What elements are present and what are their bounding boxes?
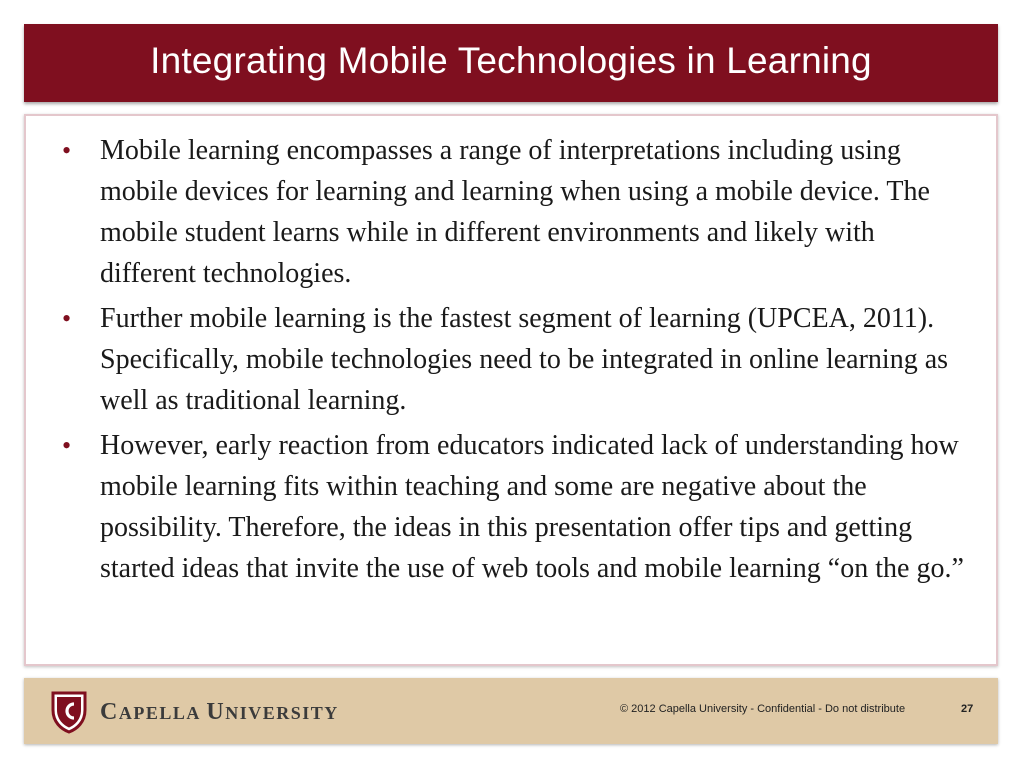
brand-name: CAPELLA UNIVERSITY [100, 698, 339, 725]
slide-title: Integrating Mobile Technologies in Learning [150, 40, 872, 81]
bullet-text: Further mobile learning is the fastest segment of learning (UPCEA, 2011). Specifically, mobile technologies need to be integrated in online learning as well as traditional learning. [100, 303, 949, 416]
bullet-list [44, 130, 964, 593]
capella-shield-icon [50, 690, 88, 734]
bullet-item [44, 298, 964, 421]
bullet-icon: • [62, 304, 72, 333]
bullet-item [44, 130, 964, 294]
copyright-notice: © 2012 Capella University - Confidential - Do not distribute [620, 703, 906, 715]
capella-logo [50, 690, 339, 734]
title-bar [24, 24, 998, 102]
content-box [24, 114, 998, 666]
bullet-icon: • [62, 431, 72, 460]
bullet-icon: • [62, 136, 72, 165]
bullet-text: However, early reaction from educators indicated lack of understanding how mobile learning fits within teaching and some are negative about the possibility. Therefore, the ideas in this presentation offer tips and getting started ideas that invite the use of web tools and mobile learning “on the go.” [100, 430, 964, 584]
bullet-text: Mobile learning encompasses a range of interpretations including using mobile devices for learning and learning when using a mobile device. The mobile student learns while in different environments and likely with different technologies. [100, 135, 930, 289]
footer-bar [24, 678, 998, 744]
slide-number: 27 [961, 703, 974, 715]
bullet-item [44, 425, 964, 589]
